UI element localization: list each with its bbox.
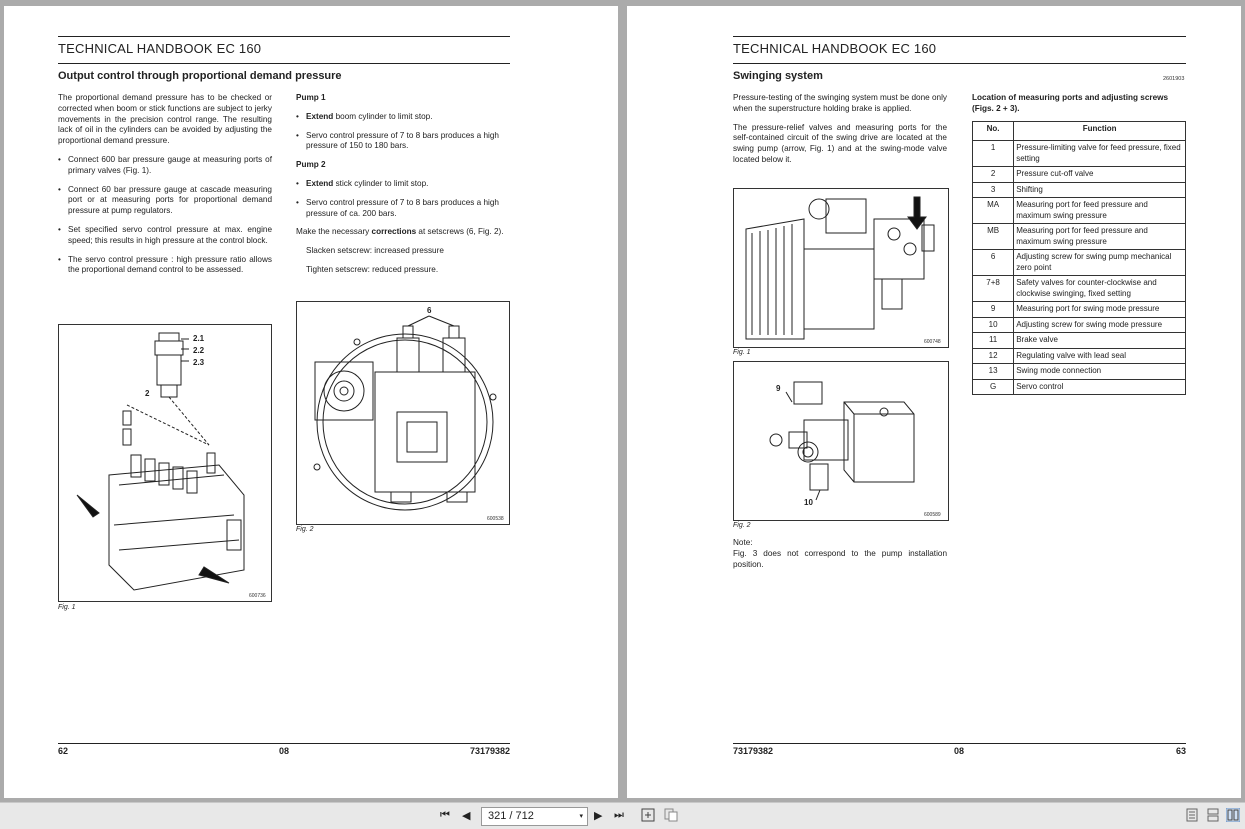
- table-row: [973, 182, 1186, 198]
- page-footer: [58, 743, 510, 758]
- page-indicator: 321 / 712: [488, 810, 534, 822]
- pump1-title: Pump 1: [296, 93, 326, 102]
- ports-table: [972, 121, 1186, 395]
- left-page: [4, 6, 618, 798]
- table-row: [973, 379, 1186, 395]
- bullet-item: • Servo control pressure of 7 to 8 bars produces a high pressure of 150 to 180 bars.: [296, 131, 510, 153]
- document-code: 2601903: [1163, 76, 1185, 82]
- section-title: Output control through proportional demand pressure: [58, 70, 342, 82]
- table-row: [973, 167, 1186, 183]
- prev-page-button[interactable]: ◀: [462, 810, 471, 822]
- figure-code: 600748: [924, 339, 941, 345]
- row-function-cell: Measuring port for swing mode pressure: [1014, 302, 1186, 318]
- row-function-cell: Adjusting screw for swing pump mechanical zero point: [1014, 250, 1186, 276]
- facing-view-icon[interactable]: [1226, 808, 1240, 825]
- chevron-down-icon[interactable]: ▾: [579, 813, 583, 820]
- table-row: [973, 198, 1186, 224]
- bullet-item: • Connect 60 bar pressure gauge at cascade measuring port or at measuring ports for proportional demand pressure at pump regulators.: [58, 185, 272, 217]
- next-page-button[interactable]: ▶: [594, 810, 603, 822]
- figure-1-valve-block: [58, 324, 272, 602]
- swing-mode-valve-drawing: [734, 362, 948, 520]
- row-number-cell: G: [973, 379, 1014, 395]
- bullet-item: • Servo control pressure of 7 to 8 bars produces a high pressure of ca. 200 bars.: [296, 198, 510, 220]
- row-function-cell: Adjusting screw for swing mode pressure: [1014, 317, 1186, 333]
- callout-label: 6: [427, 306, 432, 315]
- row-number-cell: 7+8: [973, 276, 1014, 302]
- text-column-1: [58, 93, 272, 284]
- row-number-cell: 1: [973, 141, 1014, 167]
- column-header: Function: [1014, 122, 1186, 141]
- table-title: Location of measuring ports and adjusting screws (Figs. 2 + 3).: [972, 93, 1169, 113]
- bold-text: corrections: [371, 227, 417, 237]
- table-row: [973, 276, 1186, 302]
- table-row: [973, 348, 1186, 364]
- page-footer: [733, 743, 1186, 758]
- bullet-item: • The servo control pressure : high pressure ratio allows the proportional demand control to be assessed.: [58, 255, 272, 277]
- row-number-cell: 9: [973, 302, 1014, 318]
- row-number-cell: MB: [973, 224, 1014, 250]
- note-text: Fig. 3 does not correspond to the pump installation position.: [733, 548, 947, 569]
- figure-caption: Fig. 1: [733, 349, 751, 356]
- figure-2-swing-mode-valve: [733, 361, 949, 521]
- table-row: [973, 317, 1186, 333]
- text: Make the necessary: [296, 227, 372, 237]
- viewer-toolbar: [0, 802, 1245, 829]
- note-block: [733, 538, 947, 570]
- table-row: [973, 250, 1186, 276]
- row-number-cell: 11: [973, 333, 1014, 349]
- row-number-cell: 10: [973, 317, 1014, 333]
- table-row: [973, 224, 1186, 250]
- figure-caption: Fig. 2: [296, 526, 314, 533]
- figure-caption: Fig. 2: [733, 522, 751, 529]
- first-page-button[interactable]: ⏮: [440, 809, 450, 821]
- valve-block-drawing: [59, 325, 271, 601]
- row-number-cell: 6: [973, 250, 1014, 276]
- row-number-cell: 2: [973, 167, 1014, 183]
- two-page-icon[interactable]: [664, 808, 678, 825]
- chapter-number: 08: [279, 746, 290, 756]
- pump-regulator-drawing: [297, 302, 509, 524]
- pump2-title: Pump 2: [296, 160, 326, 170]
- callout-label: 2.3: [193, 358, 205, 367]
- intro-paragraph: The proportional demand pressure has to be checked or corrected when boom or stick functions are subject to jerky movements in the precision control range. The resulting lack of oil in the cylinders can be avoided by adjusting the proportional demand pressure.: [58, 93, 272, 146]
- row-number-cell: 3: [973, 182, 1014, 198]
- row-function-cell: Pressure-limiting valve for feed pressure, fixed setting: [1014, 141, 1186, 167]
- table-header-row: [973, 122, 1186, 141]
- page-number: 62: [58, 746, 69, 756]
- continuous-view-icon[interactable]: [1207, 808, 1219, 825]
- document-number: 73179382: [733, 746, 774, 756]
- figure-code: 600538: [487, 516, 504, 522]
- row-function-cell: Safety valves for counter-clockwise and clockwise swinging, fixed setting: [1014, 276, 1186, 302]
- table-row: [973, 364, 1186, 380]
- last-page-button[interactable]: ⏭: [614, 809, 624, 821]
- fit-page-icon[interactable]: [641, 808, 655, 825]
- page-number: 63: [1175, 746, 1186, 756]
- callout-label: 9: [776, 384, 781, 393]
- figure-code: 600736: [249, 593, 266, 599]
- row-function-cell: Pressure cut-off valve: [1014, 167, 1186, 183]
- page-header: TECHNICAL HANDBOOK EC 160: [733, 36, 1186, 64]
- bullet-item: • Connect 600 bar pressure gauge at measuring ports of primary valves (Fig. 1).: [58, 155, 272, 177]
- bullet-item: • Set specified servo control pressure at max. engine speed; this results in high pressure at the control block.: [58, 225, 272, 247]
- column-header: No.: [973, 122, 1014, 141]
- single-page-view-icon[interactable]: [1186, 808, 1198, 825]
- figure-code: 600589: [924, 512, 941, 518]
- paragraph: Pressure-testing of the swinging system must be done only when the superstructure holding brake is applied.: [733, 93, 947, 113]
- table-row: [973, 333, 1186, 349]
- table-row: [973, 302, 1186, 318]
- page-header: TECHNICAL HANDBOOK EC 160: [58, 36, 510, 64]
- page-selector[interactable]: [481, 807, 588, 826]
- text: at setscrews (6, Fig. 2).: [416, 227, 504, 237]
- text-column-2: [296, 93, 510, 284]
- figure-caption: Fig. 1: [58, 604, 76, 611]
- row-function-cell: Servo control: [1014, 379, 1186, 395]
- row-number-cell: MA: [973, 198, 1014, 224]
- chapter-number: 08: [954, 746, 965, 756]
- figure-2-pump-regulator: [296, 301, 510, 525]
- row-function-cell: Brake valve: [1014, 333, 1186, 349]
- row-number-cell: 13: [973, 364, 1014, 380]
- bullet-text: stick cylinder to limit stop.: [333, 178, 429, 188]
- figure-1-swing-pump: [733, 188, 949, 348]
- bullet-text: boom cylinder to limit stop.: [333, 111, 433, 121]
- row-function-cell: Shifting: [1014, 182, 1186, 198]
- callout-label: 2.1: [193, 334, 205, 343]
- corrections-paragraph: [296, 227, 510, 238]
- bullet-item: [296, 112, 510, 123]
- section-title: Swinging system: [733, 70, 823, 82]
- callout-label: 2.2: [193, 346, 205, 355]
- table-row: [973, 141, 1186, 167]
- bold-text: Extend: [306, 111, 334, 121]
- document-number: 73179382: [469, 746, 510, 756]
- row-function-cell: Measuring port for feed pressure and maximum swing pressure: [1014, 224, 1186, 250]
- slacken-text: Slacken setscrew: increased pressure: [306, 246, 444, 256]
- row-function-cell: Measuring port for feed pressure and maximum swing pressure: [1014, 198, 1186, 224]
- bullet-item: [296, 179, 510, 190]
- paragraph: The pressure-relief valves and measuring ports for the self-contained circuit of the swing drive are located at the swing pump (arrow, Fig. 1) and at the swing-mode valve located below it.: [733, 122, 947, 164]
- right-page: [627, 6, 1241, 798]
- tighten-text: Tighten setscrew: reduced pressure.: [306, 264, 439, 274]
- note-label: Note:: [733, 538, 753, 547]
- intro-text: [733, 93, 947, 174]
- swing-pump-drawing: [734, 189, 948, 347]
- row-function-cell: Swing mode connection: [1014, 364, 1186, 380]
- callout-label: 10: [804, 498, 813, 507]
- row-number-cell: 12: [973, 348, 1014, 364]
- bold-text: Extend: [306, 178, 334, 188]
- callout-label: 2: [145, 389, 150, 398]
- row-function-cell: Regulating valve with lead seal: [1014, 348, 1186, 364]
